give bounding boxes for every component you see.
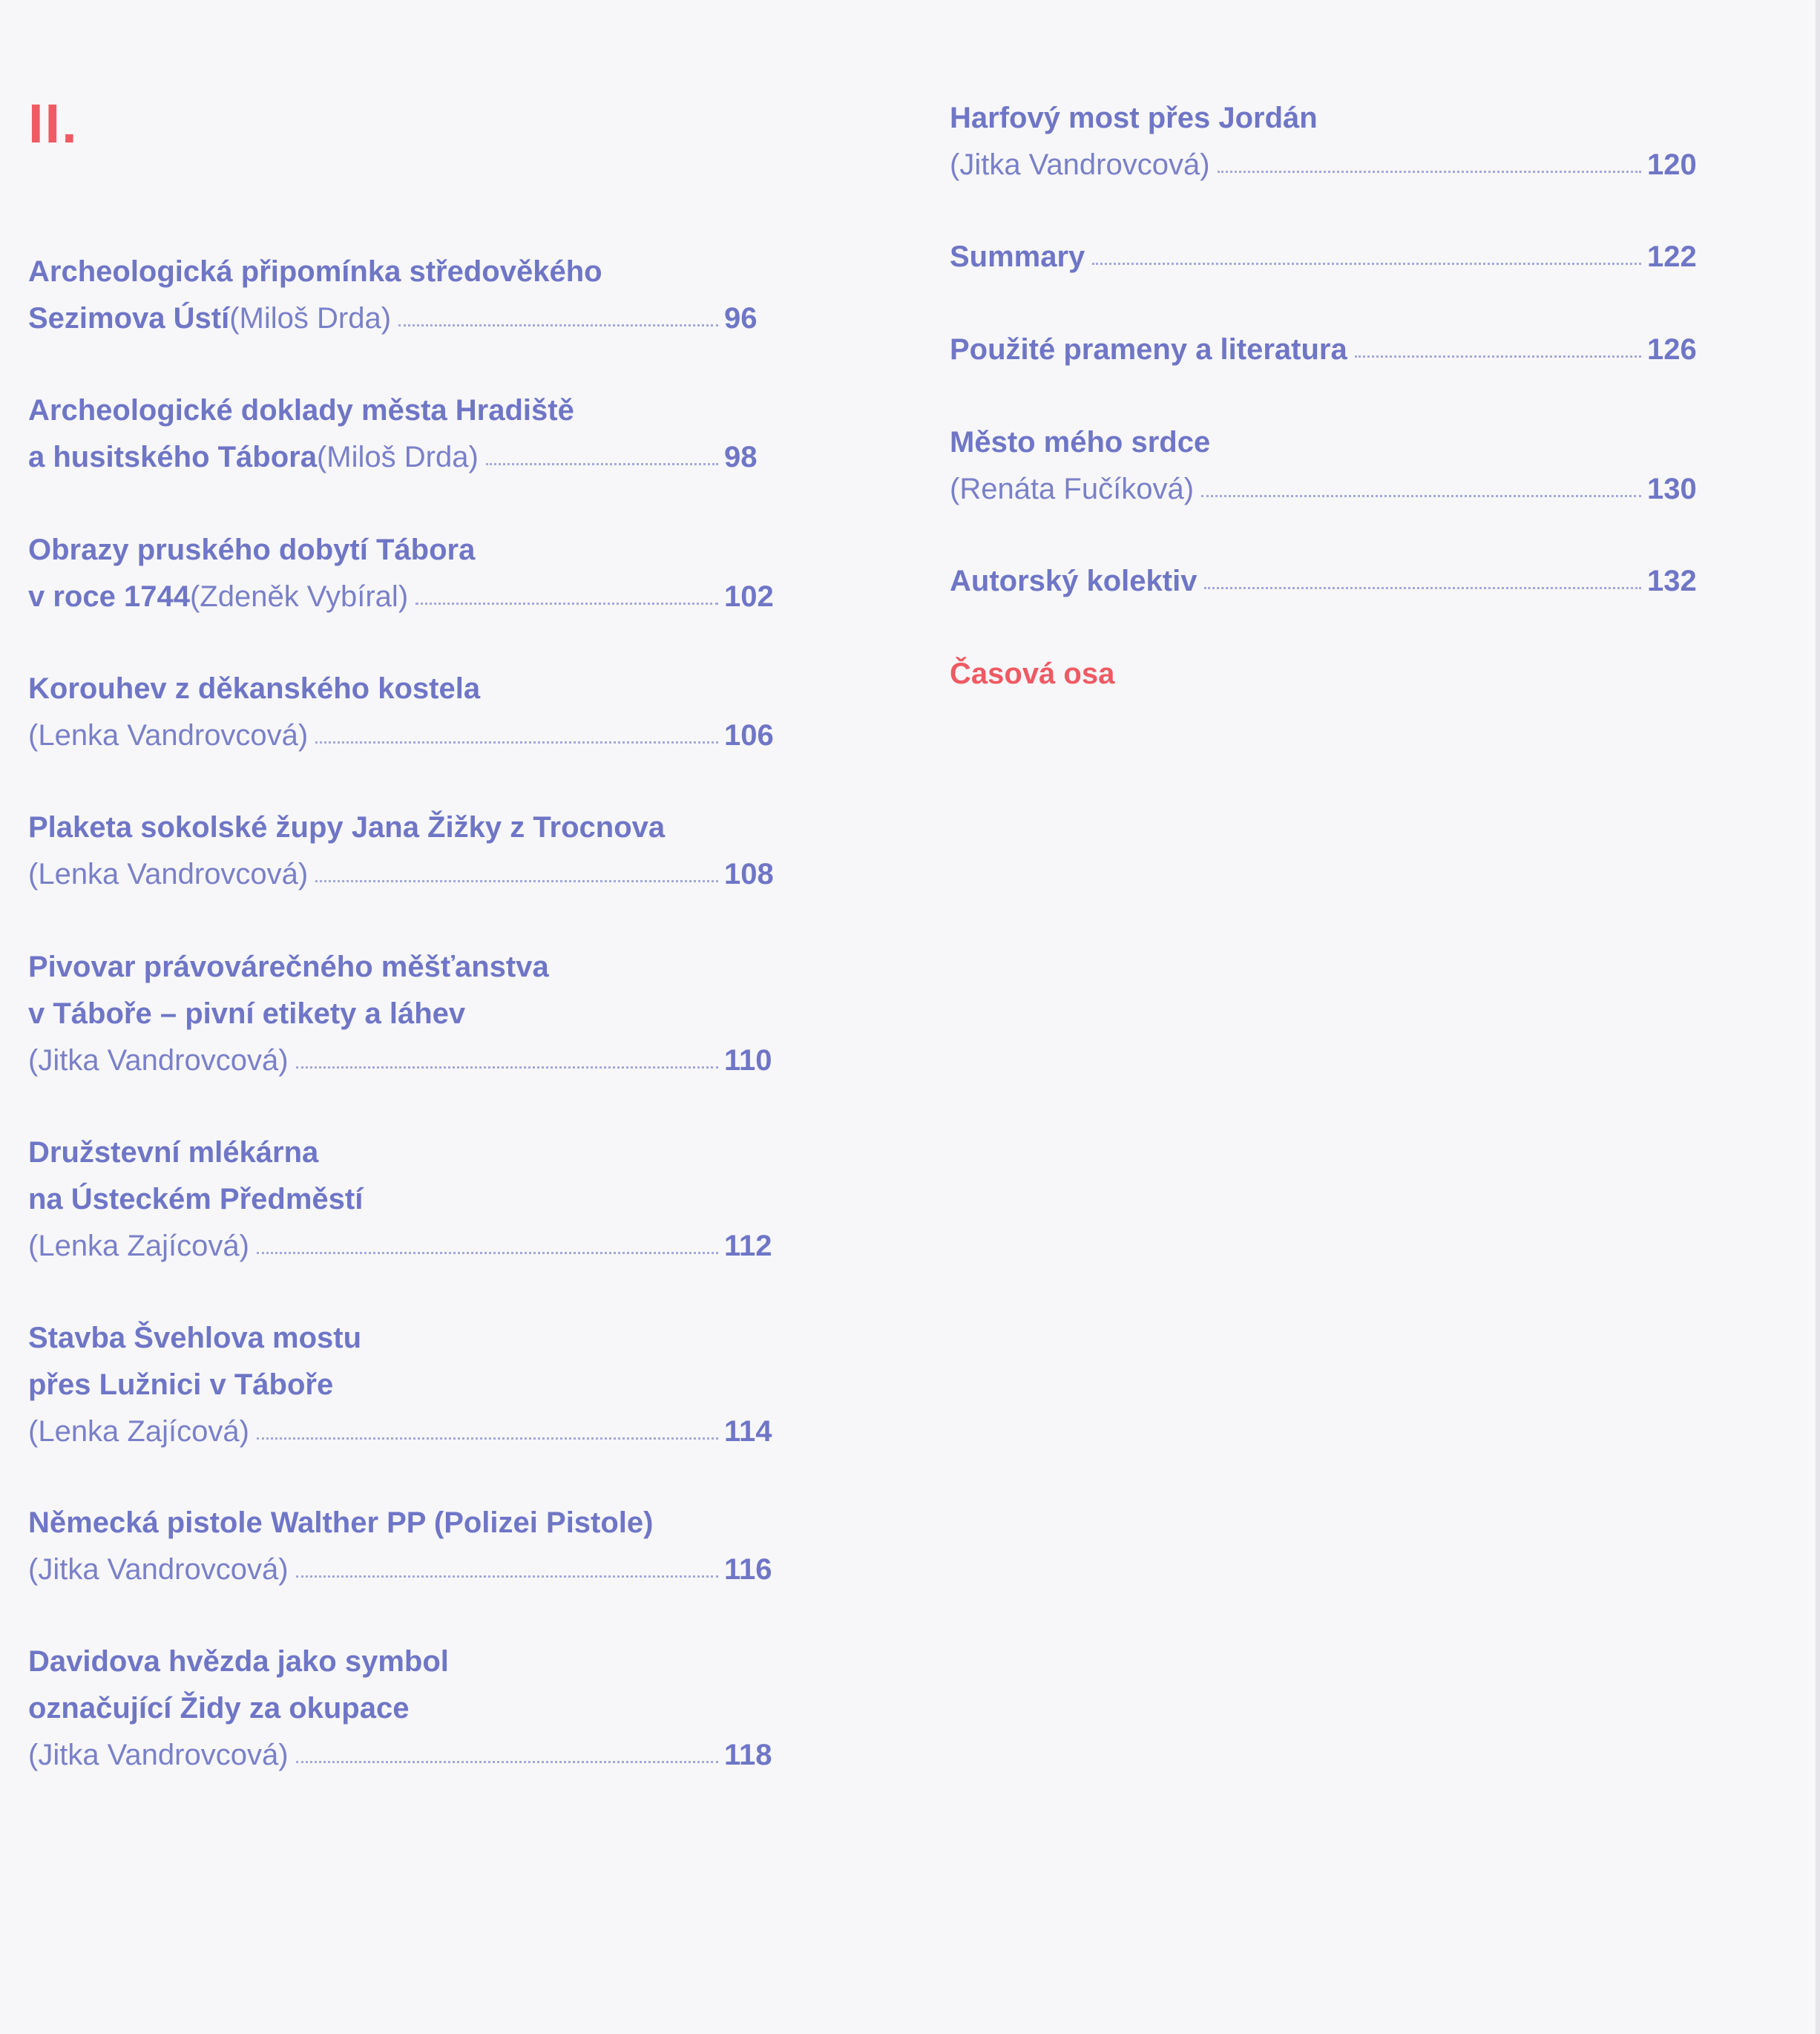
toc-entry-line [28,1176,778,1223]
toc-entry[interactable] [28,666,778,759]
toc-entry[interactable] [28,944,778,1084]
dot-leader [486,462,718,465]
dot-leader [296,1760,718,1763]
toc-entry[interactable] [28,249,778,342]
page-number: 130 [1647,473,1697,505]
toc-entry-line [28,1408,778,1455]
toc-entry-author: (Jitka Vandrovcová) [28,1044,289,1077]
toc-entry-title: Obrazy pruského dobytí Tábora [28,534,476,566]
toc-entry-title: v Táboře – pivní etikety a láhev [28,997,466,1030]
toc-entry-line [28,1129,778,1176]
toc-entry-line [28,712,778,759]
toc-entry-title: Korouhev z děkanského kostela [28,672,481,705]
toc-entry-title: Pivovar právovárečného měšťanstva [28,951,549,983]
toc-entry-author: (Lenka Zajícová) [28,1415,249,1448]
toc-entry-line [28,527,778,574]
toc-entry-line [28,1223,778,1270]
dot-leader [398,324,718,327]
toc-entry-title: v roce 1744 [28,580,190,613]
dot-leader [415,602,718,605]
section-numeral: II. [28,93,79,154]
toc-entry-title: na Ústeckém Předměstí [28,1183,364,1216]
page-number: 112 [724,1230,772,1262]
toc-entry-title: Plaketa sokolské župy Jana Žižky z Trocnova [28,811,666,844]
toc-entry[interactable] [950,419,1699,513]
toc-entry-line [28,387,778,434]
toc-entry-title: Archeologická připomínka středověkého [28,255,602,288]
toc-entry-author: (Lenka Vandrovcová) [28,719,309,752]
toc-entry-line [950,142,1699,188]
toc-entry-title: Stavba Švehlova mostu [28,1322,362,1354]
toc-entry-line [28,1500,778,1546]
toc-entry-author: (Jitka Vandrovcová) [28,1739,289,1771]
toc-entry-line [28,295,778,342]
toc-entry[interactable] [950,95,1699,188]
toc-entry-title: Německá pistole Walther PP (Polizei Pistole) [28,1506,654,1539]
toc-entry[interactable] [28,1129,778,1270]
dot-leader [1355,355,1641,358]
page-number: 118 [724,1739,772,1771]
dot-leader [296,1066,718,1069]
page-number: 102 [724,580,774,613]
toc-entry-author: (Lenka Zajícová) [28,1230,249,1262]
toc-entry-author: (Miloš Drda) [316,441,479,473]
toc-entry-line [28,1732,778,1779]
toc-entry[interactable] [28,387,778,481]
toc-entry-line [28,944,778,991]
toc-entry-author: (Zdeněk Vybíral) [189,580,409,613]
toc-entry-line [28,1037,778,1084]
toc-entry-line [28,249,778,295]
page-number: 116 [724,1553,772,1586]
toc-entry-title: Davidova hvězda jako symbol [28,1645,449,1678]
dot-leader [315,879,718,882]
page-number: 110 [724,1044,772,1077]
page-number: 132 [1647,565,1697,597]
page-number: 96 [724,302,758,335]
toc-entry-author: (Renáta Fučíková) [950,473,1195,505]
toc-entry-line [28,1362,778,1408]
toc-entry-title: Summary [950,240,1085,273]
toc-entry-title: Sezimova Ústí [28,302,230,335]
toc-entry[interactable] [950,234,1699,281]
toc-entry-line [28,574,778,620]
toc-entry-line [950,327,1699,373]
toc-entry-line [28,851,778,898]
toc-entry-title: Město mého srdce [950,426,1211,459]
toc-entry-line [950,95,1699,142]
toc-entry[interactable] [28,1500,778,1593]
toc-entry-title: Harfový most přes Jordán [950,102,1318,134]
page-number: 98 [724,441,758,473]
page-number: 114 [724,1415,772,1448]
dot-leader [1201,494,1641,497]
toc-entry-title: Autorský kolektiv [950,565,1198,597]
toc-entry-line [950,234,1699,281]
toc-entry[interactable] [28,804,778,898]
dot-leader [1092,262,1641,265]
dot-leader [257,1437,718,1440]
toc-entry[interactable] [28,527,778,620]
toc-entry[interactable] [28,1638,778,1779]
toc-entry-title: Archeologické doklady města Hradiště [28,394,574,427]
dot-leader [257,1251,718,1254]
toc-entry-author: (Jitka Vandrovcová) [28,1553,289,1586]
toc-entry-author: (Jitka Vandrovcová) [950,148,1210,181]
toc-entry-line [950,466,1699,513]
toc-entry[interactable] [950,558,1699,605]
toc-entry-title: Použité prameny a literatura [950,333,1347,366]
page-number: 106 [724,719,774,752]
toc-entry-line [28,1638,778,1685]
toc-entry-line [950,558,1699,605]
toc-entry[interactable] [950,327,1699,373]
toc-entry-line [28,1315,778,1362]
toc-entry-author: (Lenka Vandrovcová) [28,858,309,890]
toc-entry-line [28,991,778,1037]
toc-entry-line [28,1546,778,1593]
dot-leader [1204,586,1641,589]
toc-entry-title: a husitského Tábora [28,441,317,473]
page-edge [1816,0,1820,2034]
timeline-link[interactable] [950,651,1699,698]
page-number: 122 [1647,240,1697,273]
page-number: 126 [1647,333,1697,366]
timeline-link-label: Časová osa [950,657,1115,690]
toc-entry[interactable] [28,1315,778,1455]
dot-leader [315,741,718,744]
toc-entry-line [28,804,778,851]
toc-entry-title: Družstevní mlékárna [28,1136,319,1169]
toc-entry-title: přes Lužnici v Táboře [28,1368,334,1401]
toc-entry-author: (Miloš Drda) [229,302,392,335]
toc-entry-title: označující Židy za okupace [28,1692,410,1725]
toc-entry-line [28,666,778,712]
dot-leader [1218,170,1641,173]
page-number: 120 [1647,148,1697,181]
dot-leader [296,1575,718,1578]
page-number: 108 [724,858,774,890]
toc-entry-line [28,1685,778,1732]
toc-entry-line [950,419,1699,466]
toc-entry-line [28,434,778,481]
